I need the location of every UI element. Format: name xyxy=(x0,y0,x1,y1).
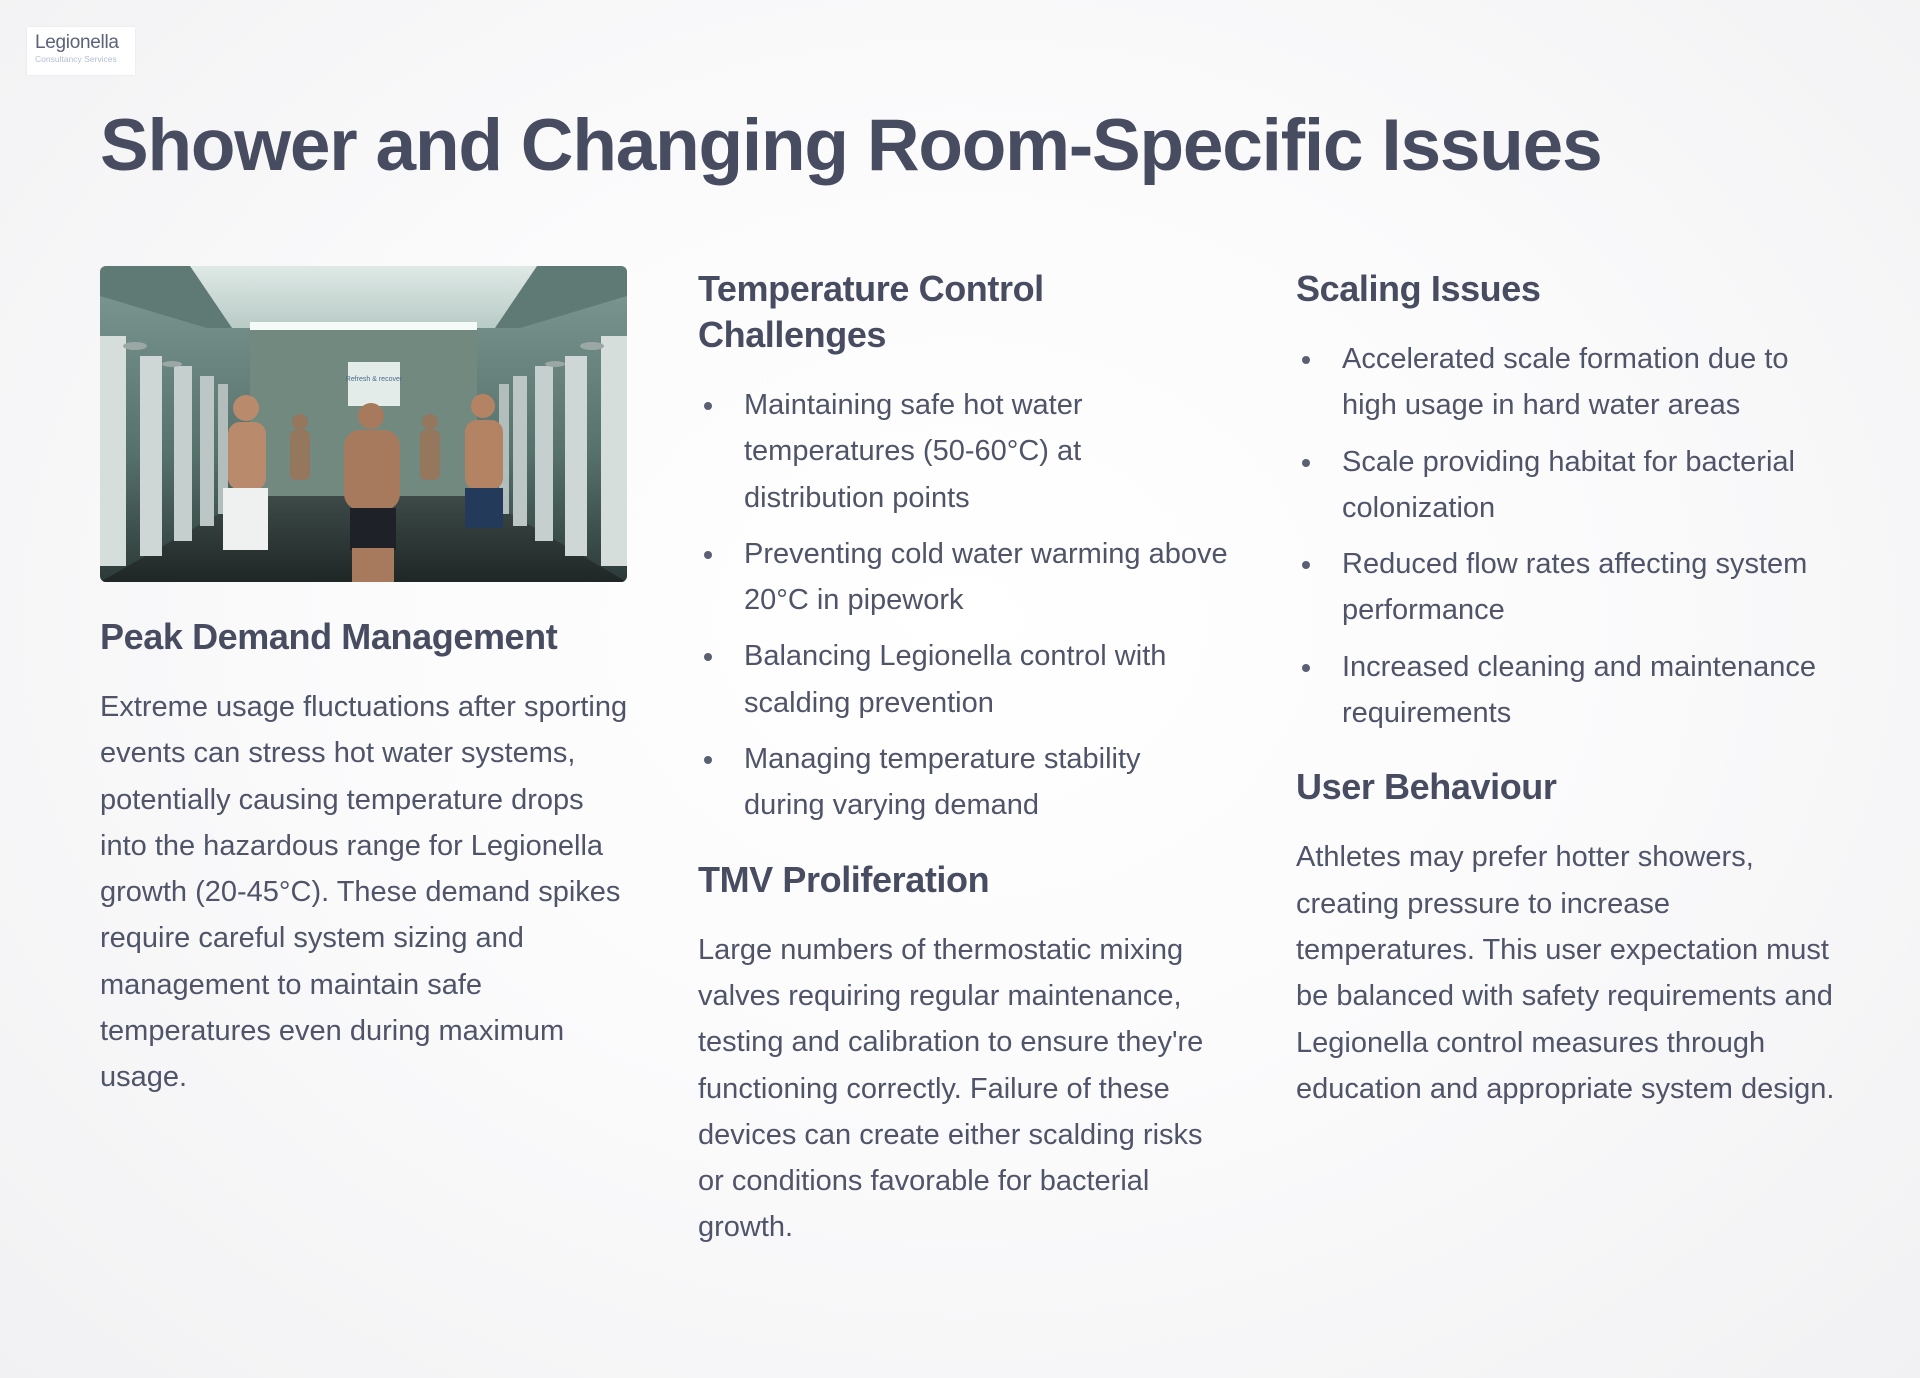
list-item: Managing temperature stability during varying demand xyxy=(698,736,1228,829)
list-item: Accelerated scale formation due to high usage in hard water areas xyxy=(1296,336,1836,429)
changing-room-photo xyxy=(100,266,627,582)
tmv-text: Large numbers of thermostatic mixing valves requiring regular maintenance, testing and calibration to ensure they're functioning correctly. Failure of these devices can create either scalding risks or conditions favorable for bacterial growth. xyxy=(698,933,1204,1244)
column-right xyxy=(1296,266,1836,1112)
logo-tagline: Consultancy Services xyxy=(35,54,117,64)
column-left xyxy=(100,266,630,1101)
tmv-heading: TMV Proliferation xyxy=(698,858,990,900)
photo-sign-text: Refresh & recover xyxy=(345,376,403,383)
temperature-control-list xyxy=(698,382,1228,829)
list-item: Balancing Legionella control with scalding prevention xyxy=(698,633,1228,726)
user-behaviour-text: Athletes may prefer hotter showers, creating pressure to increase temperatures. This user expectation must be balanced with safety requirements and Legionella control measures through education and appropriate system design. xyxy=(1296,841,1835,1105)
company-logo xyxy=(27,27,135,75)
user-behaviour-heading: User Behaviour xyxy=(1296,766,1557,808)
list-item: Scale providing habitat for bacterial colonization xyxy=(1296,439,1836,532)
logo-name: Legionella xyxy=(35,32,119,53)
peak-demand-text: Extreme usage fluctuations after sporting events can stress hot water systems, potentially causing temperature drops into the hazardous range for Legionella growth (20-45°C). These demand spikes require careful system sizing and management to maintain safe temperatures even during maximum usage. xyxy=(100,691,628,1094)
scaling-list xyxy=(1296,336,1836,736)
list-item: Maintaining safe hot water temperatures (50-60°C) at distribution points xyxy=(698,382,1228,521)
peak-demand-heading: Peak Demand Management xyxy=(100,616,558,657)
page-title: Shower and Changing Room-Specific Issues xyxy=(100,105,1602,186)
list-item: Preventing cold water warming above 20°C in pipework xyxy=(698,531,1228,624)
temperature-control-heading: Temperature Control Challenges xyxy=(698,268,1044,355)
list-item: Reduced flow rates affecting system performance xyxy=(1296,541,1836,634)
column-middle xyxy=(698,266,1228,1251)
list-item: Increased cleaning and maintenance requirements xyxy=(1296,644,1836,737)
scaling-heading: Scaling Issues xyxy=(1296,268,1541,309)
